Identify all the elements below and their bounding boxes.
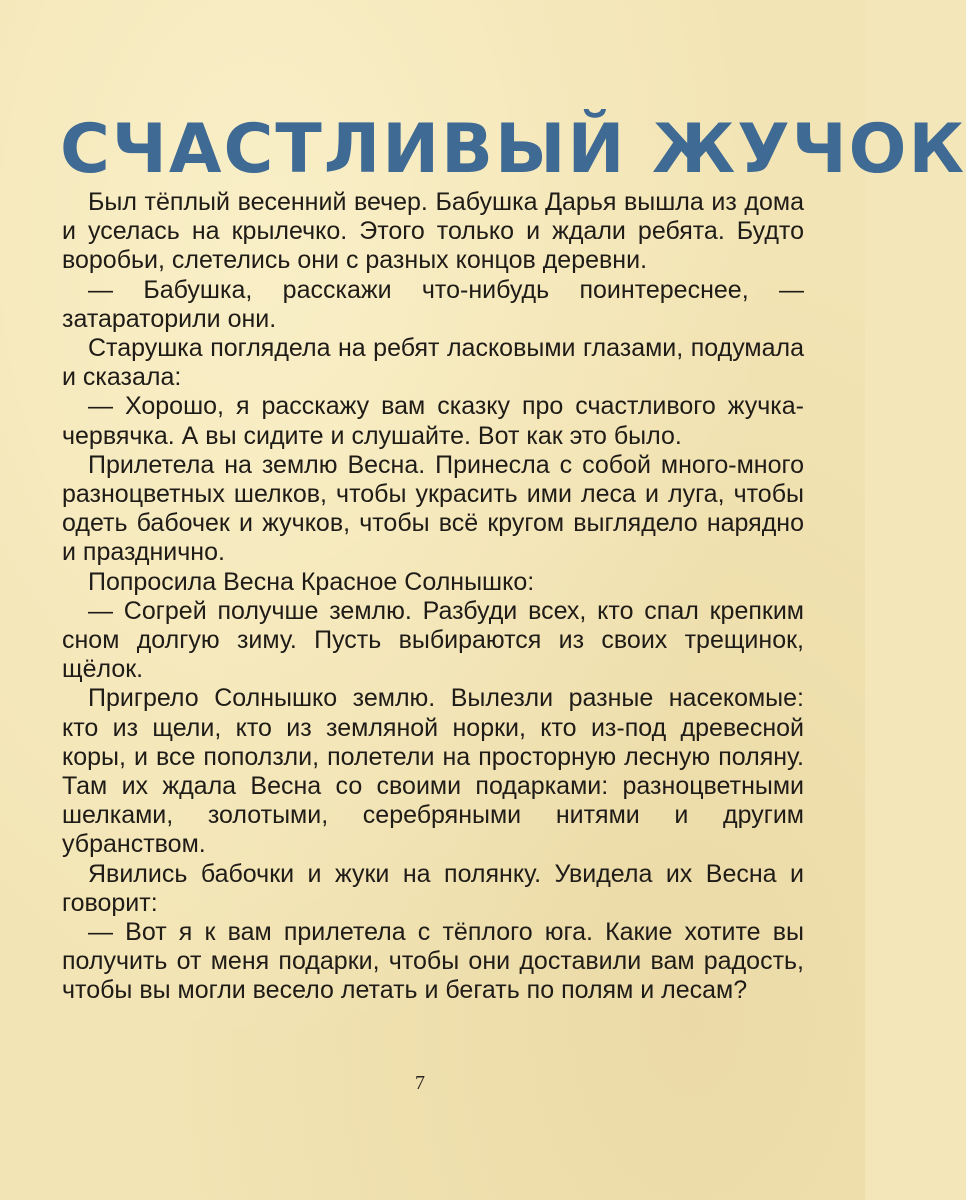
paragraph: Попросила Весна Красное Солнышко: <box>88 567 535 596</box>
paragraph: Прилетела на землю Весна. Принесла с собой много-много разноцветных шелков, чтобы украсить ими леса и луга, чтобы одеть бабочек и жучков, чтобы всё кругом выглядело нарядно и празднично. <box>62 450 804 567</box>
paragraph: Пригрело Солнышко землю. Вылезли разные насекомые: кто из щели, кто из земляной норки, кто из-под древесной коры, и все поползли, полетели на просторную лесную поляну. Там их ждала Весна со своими подарками: разноцветными шелками, золотыми, серебряными нитями и другим убранством. <box>62 684 804 859</box>
paragraph: — Вот я к вам прилетела с тёплого юга. Какие хотите вы получить от меня подарки, чтобы они доставили вам радость, чтобы вы могли весело летать и бегать по полям и лесам? <box>62 918 804 1005</box>
paragraph: Был тёплый весенний вечер. Бабушка Дарья вышла из дома и уселась на крылечко. Этого только и ждали ребята. Будто воробьи, слетелись они с разных концов деревни. <box>62 188 804 275</box>
page-number: 7 <box>415 1072 425 1094</box>
paragraph: — Хорошо, я расскажу вам сказку про счастливого жучка-червячка. А вы сидите и слушайте. Вот как это было. <box>62 392 804 450</box>
story-text <box>62 188 804 1006</box>
story-title: СЧАСТЛИВЫЙ ЖУЧОК <box>60 109 966 189</box>
paragraph: — Согрей получше землю. Разбуди всех, кто спал крепким сном долгую зиму. Пусть выбираются из своих трещинок, щёлок. <box>62 596 804 684</box>
paragraph: — Бабушка, расскажи что-нибудь поинтереснее, — затараторили они. <box>62 275 804 333</box>
paragraph: Явились бабочки и жуки на полянку. Увидела их Весна и говорит: <box>62 859 804 917</box>
paragraph: Старушка поглядела на ребят ласковыми глазами, подумала и сказала: <box>62 334 804 392</box>
